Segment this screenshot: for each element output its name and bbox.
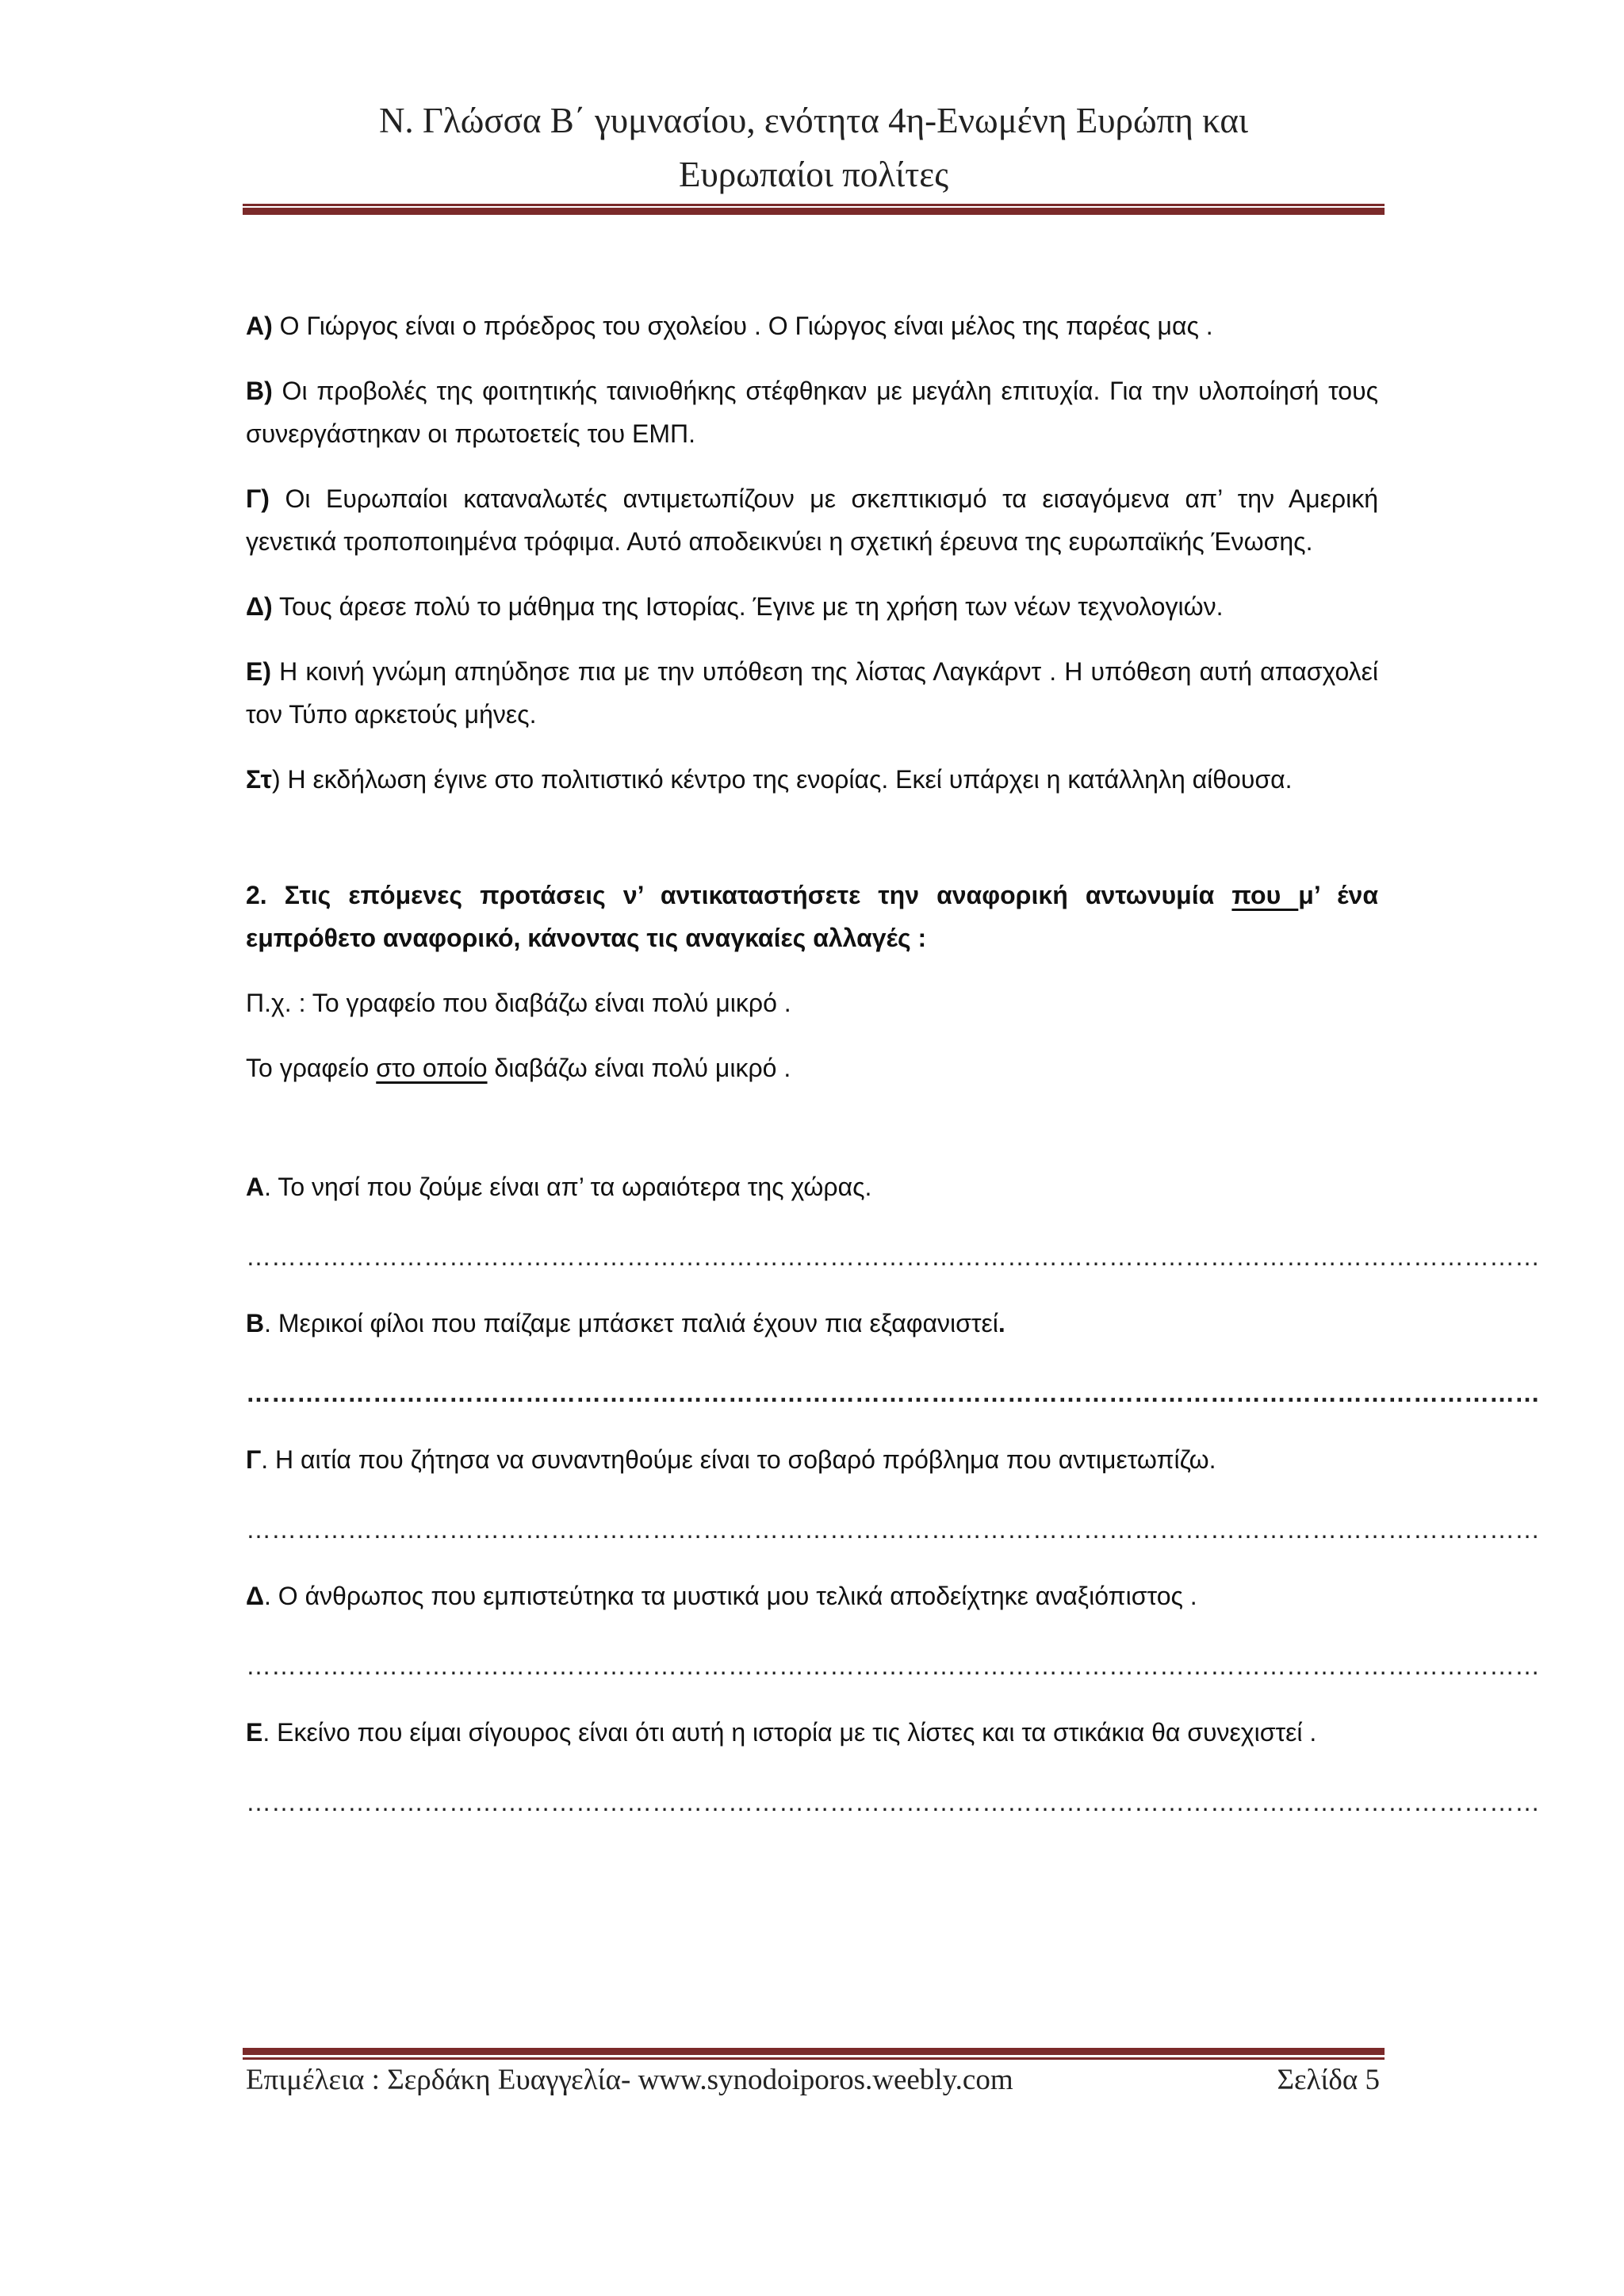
exercise2-item-g: Γ. Η αιτία που ζήτησα να συναντηθούμε είναι το σοβαρό πρόβλημα που αντιμετωπίζω.	[246, 1445, 1216, 1474]
exercise1-item-b	[246, 369, 1378, 455]
answer-line-a[interactable]: ………………………………………………………………………………………………………………………………………	[246, 1242, 1540, 1271]
item-label: Δ)	[246, 592, 273, 621]
exercise1-item-e	[246, 650, 1378, 736]
header-rule-thin	[243, 204, 1385, 206]
page-content	[246, 304, 1540, 1847]
page-header	[243, 94, 1385, 201]
answer-line-g[interactable]: ………………………………………………………………………………………………………………………………………	[246, 1515, 1540, 1544]
exercise1-item-g	[246, 477, 1378, 563]
exercise2-item-d: Δ. Ο άνθρωπος που εμπιστεύτηκα τα μυστικά μου τελικά αποδείχτηκε αναξιόπιστος .	[246, 1582, 1197, 1610]
exercise1-item-st	[246, 758, 1378, 801]
exercise2-item-e: Ε. Εκείνο που είμαι σίγουρος είναι ότι αυτή η ιστορία με τις λίστες και τα στικάκια θα συνεχιστεί .	[246, 1718, 1317, 1747]
answer-line-b[interactable]: ………………………………………………………………………………………………………………………………………	[246, 1379, 1540, 1407]
item-text: Οι Ευρωπαίοι καταναλωτές αντιμετωπίζουν με σκεπτικισμό τα εισαγόμενα απ’ την Αμερική γενετικά τροποποιημένα τρόφιμα. Αυτό αποδεικνύει η σχετική έρευνα της ευρωπαϊκής Ένωσης.	[246, 484, 1378, 556]
item-text: Τους άρεσε πολύ το μάθημα της Ιστορίας. Έγινε με τη χρήση των νέων τεχνολογιών.	[272, 592, 1224, 621]
header-rule-thick	[243, 208, 1385, 215]
item-text: Η κοινή γνώμη απηύδησε πια με την υπόθεση της λίστας Λαγκάρντ . Η υπόθεση αυτή απασχολεί τον Τύπο αρκετούς μήνες.	[246, 657, 1378, 729]
item-label: Γ)	[246, 484, 270, 513]
item-text: Οι προβολές της φοιτητικής ταινιοθήκης στέφθηκαν με μεγάλη επιτυχία. Για την υλοποίησή τους συνεργάστηκαν οι πρωτοετείς του ΕΜΠ.	[246, 377, 1378, 448]
page-footer	[246, 2058, 1380, 2103]
exercise2-instruction: 2. Στις επόμενες προτάσεις ν’ αντικαταστήσετε την αναφορική αντωνυμία που μ’ ένα εμπρόθετο αναφορικό, κάνοντας τις αναγκαίες αλλαγές :	[246, 881, 1379, 952]
page-number: Σελίδα 5	[1277, 2064, 1380, 2096]
answer-line-d[interactable]: ………………………………………………………………………………………………………………………………………	[246, 1651, 1540, 1680]
example-sentence: Π.χ. : Το γραφείο που διαβάζω είναι πολύ μικρό .	[246, 989, 791, 1017]
footer-rule-thick	[243, 2048, 1385, 2055]
exercise1-item-d	[246, 585, 1378, 628]
exercise2-item-b: Β. Μερικοί φίλοι που παίζαμε μπάσκετ παλιά έχουν πια εξαφανιστεί.	[246, 1309, 1005, 1337]
exercise1-item-a	[246, 304, 1378, 347]
footer-credit: Επιμέλεια : Σερδάκη Ευαγγελία- www.synodoiporos.weebly.com	[246, 2064, 1013, 2096]
item-text: ) Η εκδήλωση έγινε στο πολιτιστικό κέντρο της ενορίας. Εκεί υπάρχει η κατάλληλη αίθουσα.	[271, 765, 1293, 794]
header-title-line-2: Ευρωπαίοι πολίτες	[678, 155, 949, 194]
answer-line-e[interactable]: ………………………………………………………………………………………………………………………………………	[246, 1788, 1540, 1816]
item-label: Β)	[246, 377, 273, 405]
header-title-line-1: Ν. Γλώσσα Β΄ γυμνασίου, ενότητα 4η-Ενωμένη Ευρώπη και	[378, 101, 1249, 140]
item-text: Ο Γιώργος είναι ο πρόεδρος του σχολείου . Ο Γιώργος είναι μέλος της παρέας μας .	[272, 312, 1213, 340]
item-label: Α)	[246, 312, 273, 340]
example-underlined-phrase: στο οποίο	[376, 1054, 488, 1082]
example-answer: Το γραφείο στο οποίο διαβάζω είναι πολύ μικρό .	[246, 1054, 791, 1082]
item-label: Στ	[246, 765, 272, 794]
item-label: Ε)	[246, 657, 271, 686]
exercise2-item-a: Α. Το νησί που ζούμε είναι απ’ τα ωραιότερα της χώρας.	[246, 1173, 872, 1201]
